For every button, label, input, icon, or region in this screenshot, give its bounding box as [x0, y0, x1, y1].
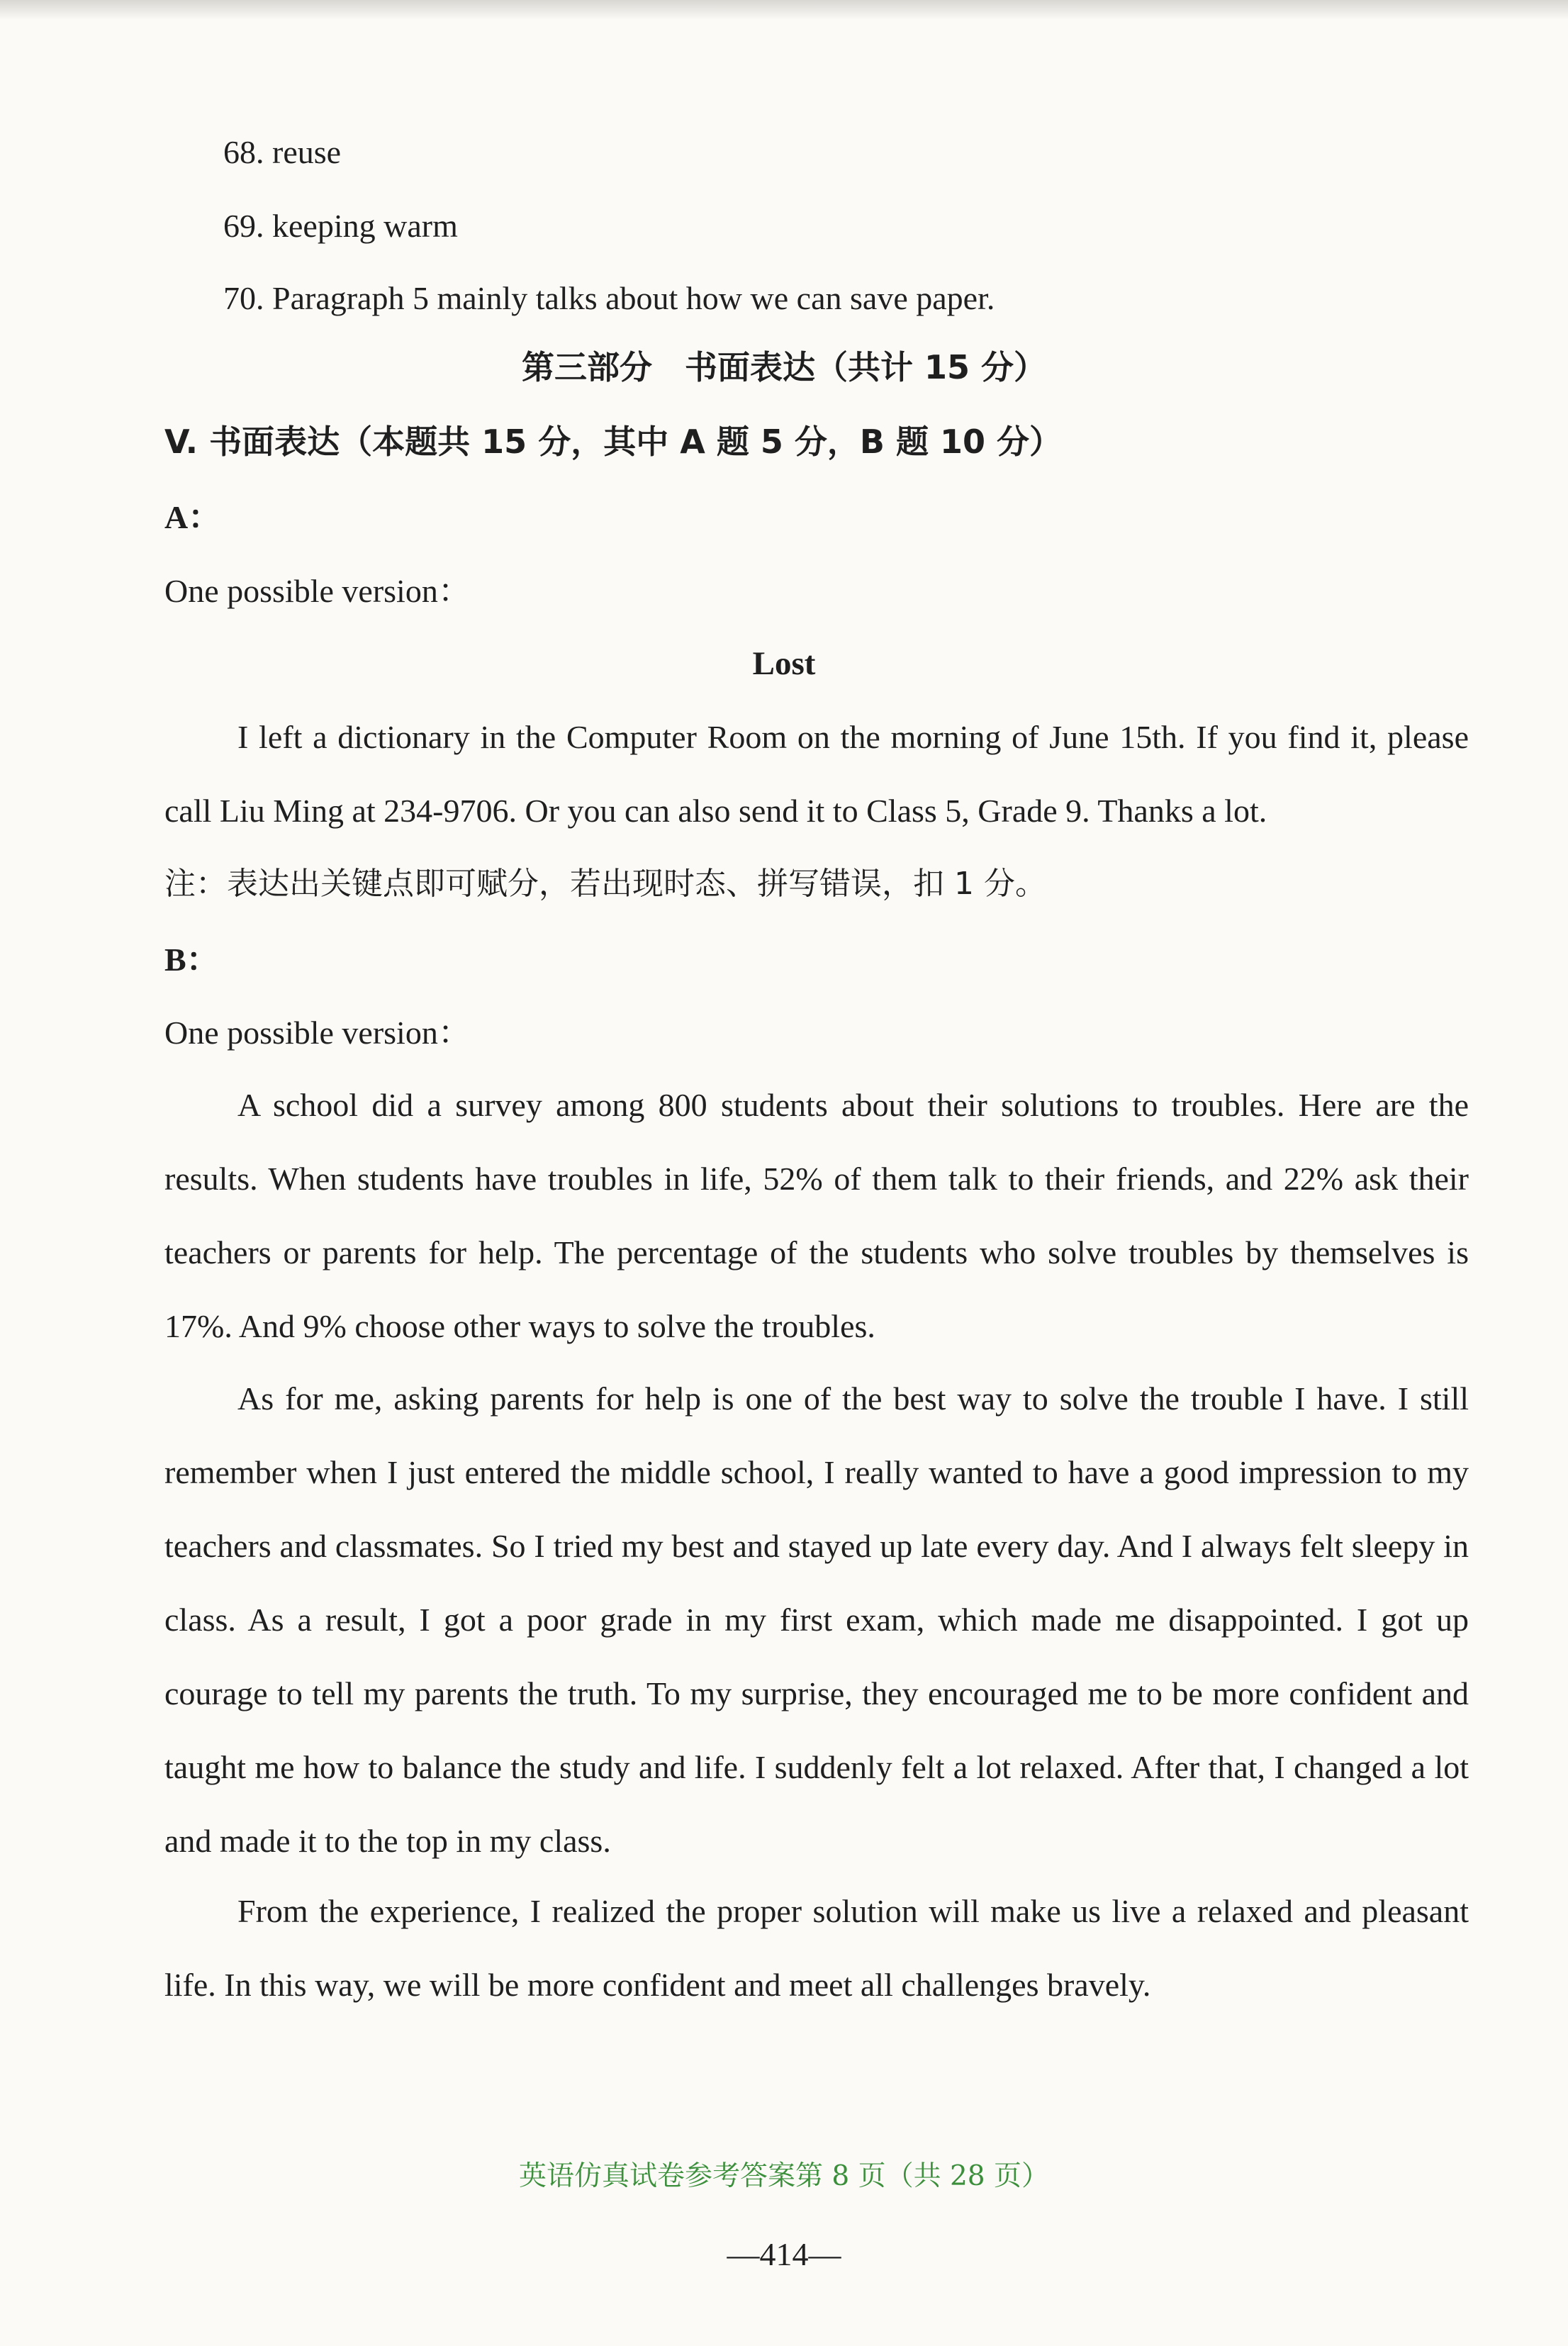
answer-69: 69. keeping warm [223, 208, 458, 244]
section-a-paragraph: I left a dictionary in the Computer Room on the morning of June 15th. If you find it, please call Liu Ming at 234-9706. Or you can also send it to Class 5, Grade 9. Thanks a lot. [164, 719, 1469, 829]
section-a-version-label: One possible version： [164, 573, 471, 609]
section-a-title: Lost [752, 645, 816, 682]
section-b-paragraph-1: A school did a survey among 800 students about their solutions to troubles. Here are the results. When students have troubles in life, 52% of them talk to their friends, and 22% ask their teachers or parents for help. The percentage of the students who solve troubles by themselves is 17%. And 9% choose other ways to solve the troubles. [164, 1087, 1469, 1344]
scan-top-edge [0, 0, 1568, 20]
grading-note: 注：表达出关键点即可赋分，若出现时态、拼写错误，扣 1 分。 [164, 866, 1046, 902]
answer-68: 68. reuse [223, 134, 342, 170]
answer-70: 70. Paragraph 5 mainly talks about how we can save paper. [223, 280, 995, 316]
section-b-paragraph-3: From the experience, I realized the proper solution will make us live a relaxed and pleasant life. In this way, we will be more confident and meet all challenges bravely. [164, 1893, 1469, 2003]
running-footer: 英语仿真试卷参考答案第 8 页（共 28 页） [518, 2160, 1050, 2192]
part-three-heading: 第三部分 书面表达（共计 15 分） [521, 348, 1047, 386]
page-number: —414— [727, 2236, 841, 2272]
section-b-paragraph-2: As for me, asking parents for help is one of the best way to solve the trouble I have. I still remember when I just entered the middle school, I really wanted to have a good impression to my teachers and classmates. So I tried my best and stayed up late every day. And I always felt sleepy in class. As a result, I got a poor grade in my first exam, which made me disappointed. I got up courage to tell my parents the truth. To my surprise, they encouraged me to be more confident and taught me how to balance the study and life. I suddenly felt a lot relaxed. After that, I changed a lot and made it to the top in my class. [164, 1380, 1469, 1859]
section-v-heading: V. 书面表达（本题共 15 分，其中 A 题 5 分，B 题 10 分） [164, 423, 1062, 461]
section-b-label: B： [164, 942, 219, 978]
section-b-version-label: One possible version： [164, 1015, 471, 1051]
section-a-label: A： [164, 499, 221, 535]
